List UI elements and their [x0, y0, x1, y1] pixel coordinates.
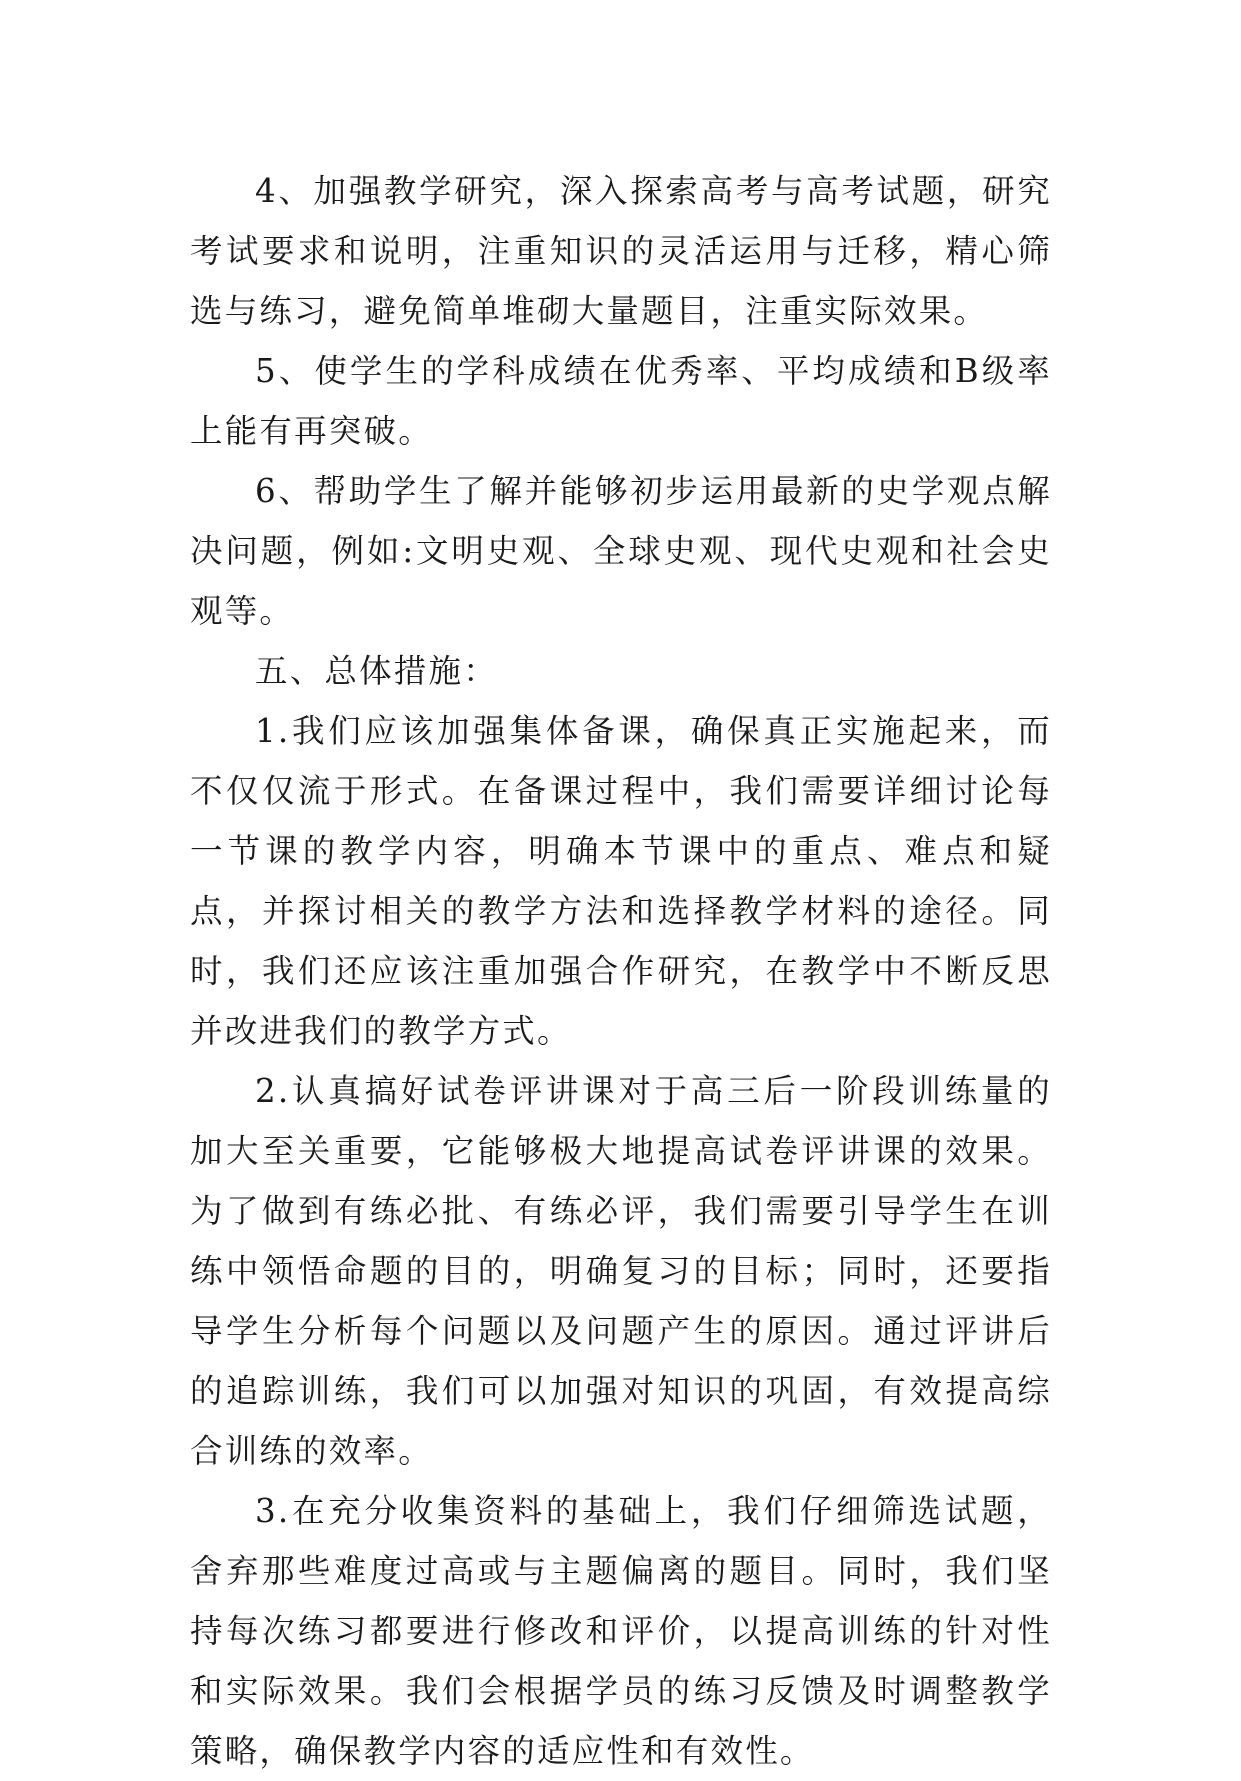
paragraph-item-6: 6、帮助学生了解并能够初步运用最新的史学观点解决问题，例如:文明史观、全球史观、现代史观和社会史观等。 [190, 472, 1052, 630]
paragraph-item-4: 4、加强教学研究，深入探索高考与高考试题，研究考试要求和说明，注重知识的灵活运用与迁移，精心筛选与练习，避免简单堆砌大量题目，注重实际效果。 [190, 172, 1052, 330]
paragraph-measure-3: 3.在充分收集资料的基础上，我们仔细筛选试题，舍弃那些难度过高或与主题偏离的题目。同时，我们坚持每次练习都要进行修改和评价，以提高训练的针对性和实际效果。我们会根据学员的练习反馈及时调整教学策略，确保教学内容的适应性和有效性。 [190, 1492, 1052, 1770]
document-body [190, 161, 1052, 1781]
section-heading-overall-measures: 五、总体措施： [255, 652, 498, 690]
paragraph-measure-1: 1.我们应该加强集体备课，确保真正实施起来，而不仅仅流于形式。在备课过程中，我们需要详细讨论每一节课的教学内容，明确本节课中的重点、难点和疑点，并探讨相关的教学方法和选择教学材料的途径。同时，我们还应该注重加强合作研究，在教学中不断反思并改进我们的教学方式。 [190, 712, 1052, 1050]
paragraph-item-5: 5、使学生的学科成绩在优秀率、平均成绩和B级率上能有再突破。 [190, 352, 1052, 450]
paragraph-measure-2: 2.认真搞好试卷评讲课对于高三后一阶段训练量的加大至关重要，它能够极大地提高试卷评讲课的效果。为了做到有练必批、有练必评，我们需要引导学生在训练中领悟命题的目的，明确复习的目标；同时，还要指导学生分析每个问题以及问题产生的原因。通过评讲后的追踪训练，我们可以加强对知识的巩固，有效提高综合训练的效率。 [190, 1072, 1052, 1470]
